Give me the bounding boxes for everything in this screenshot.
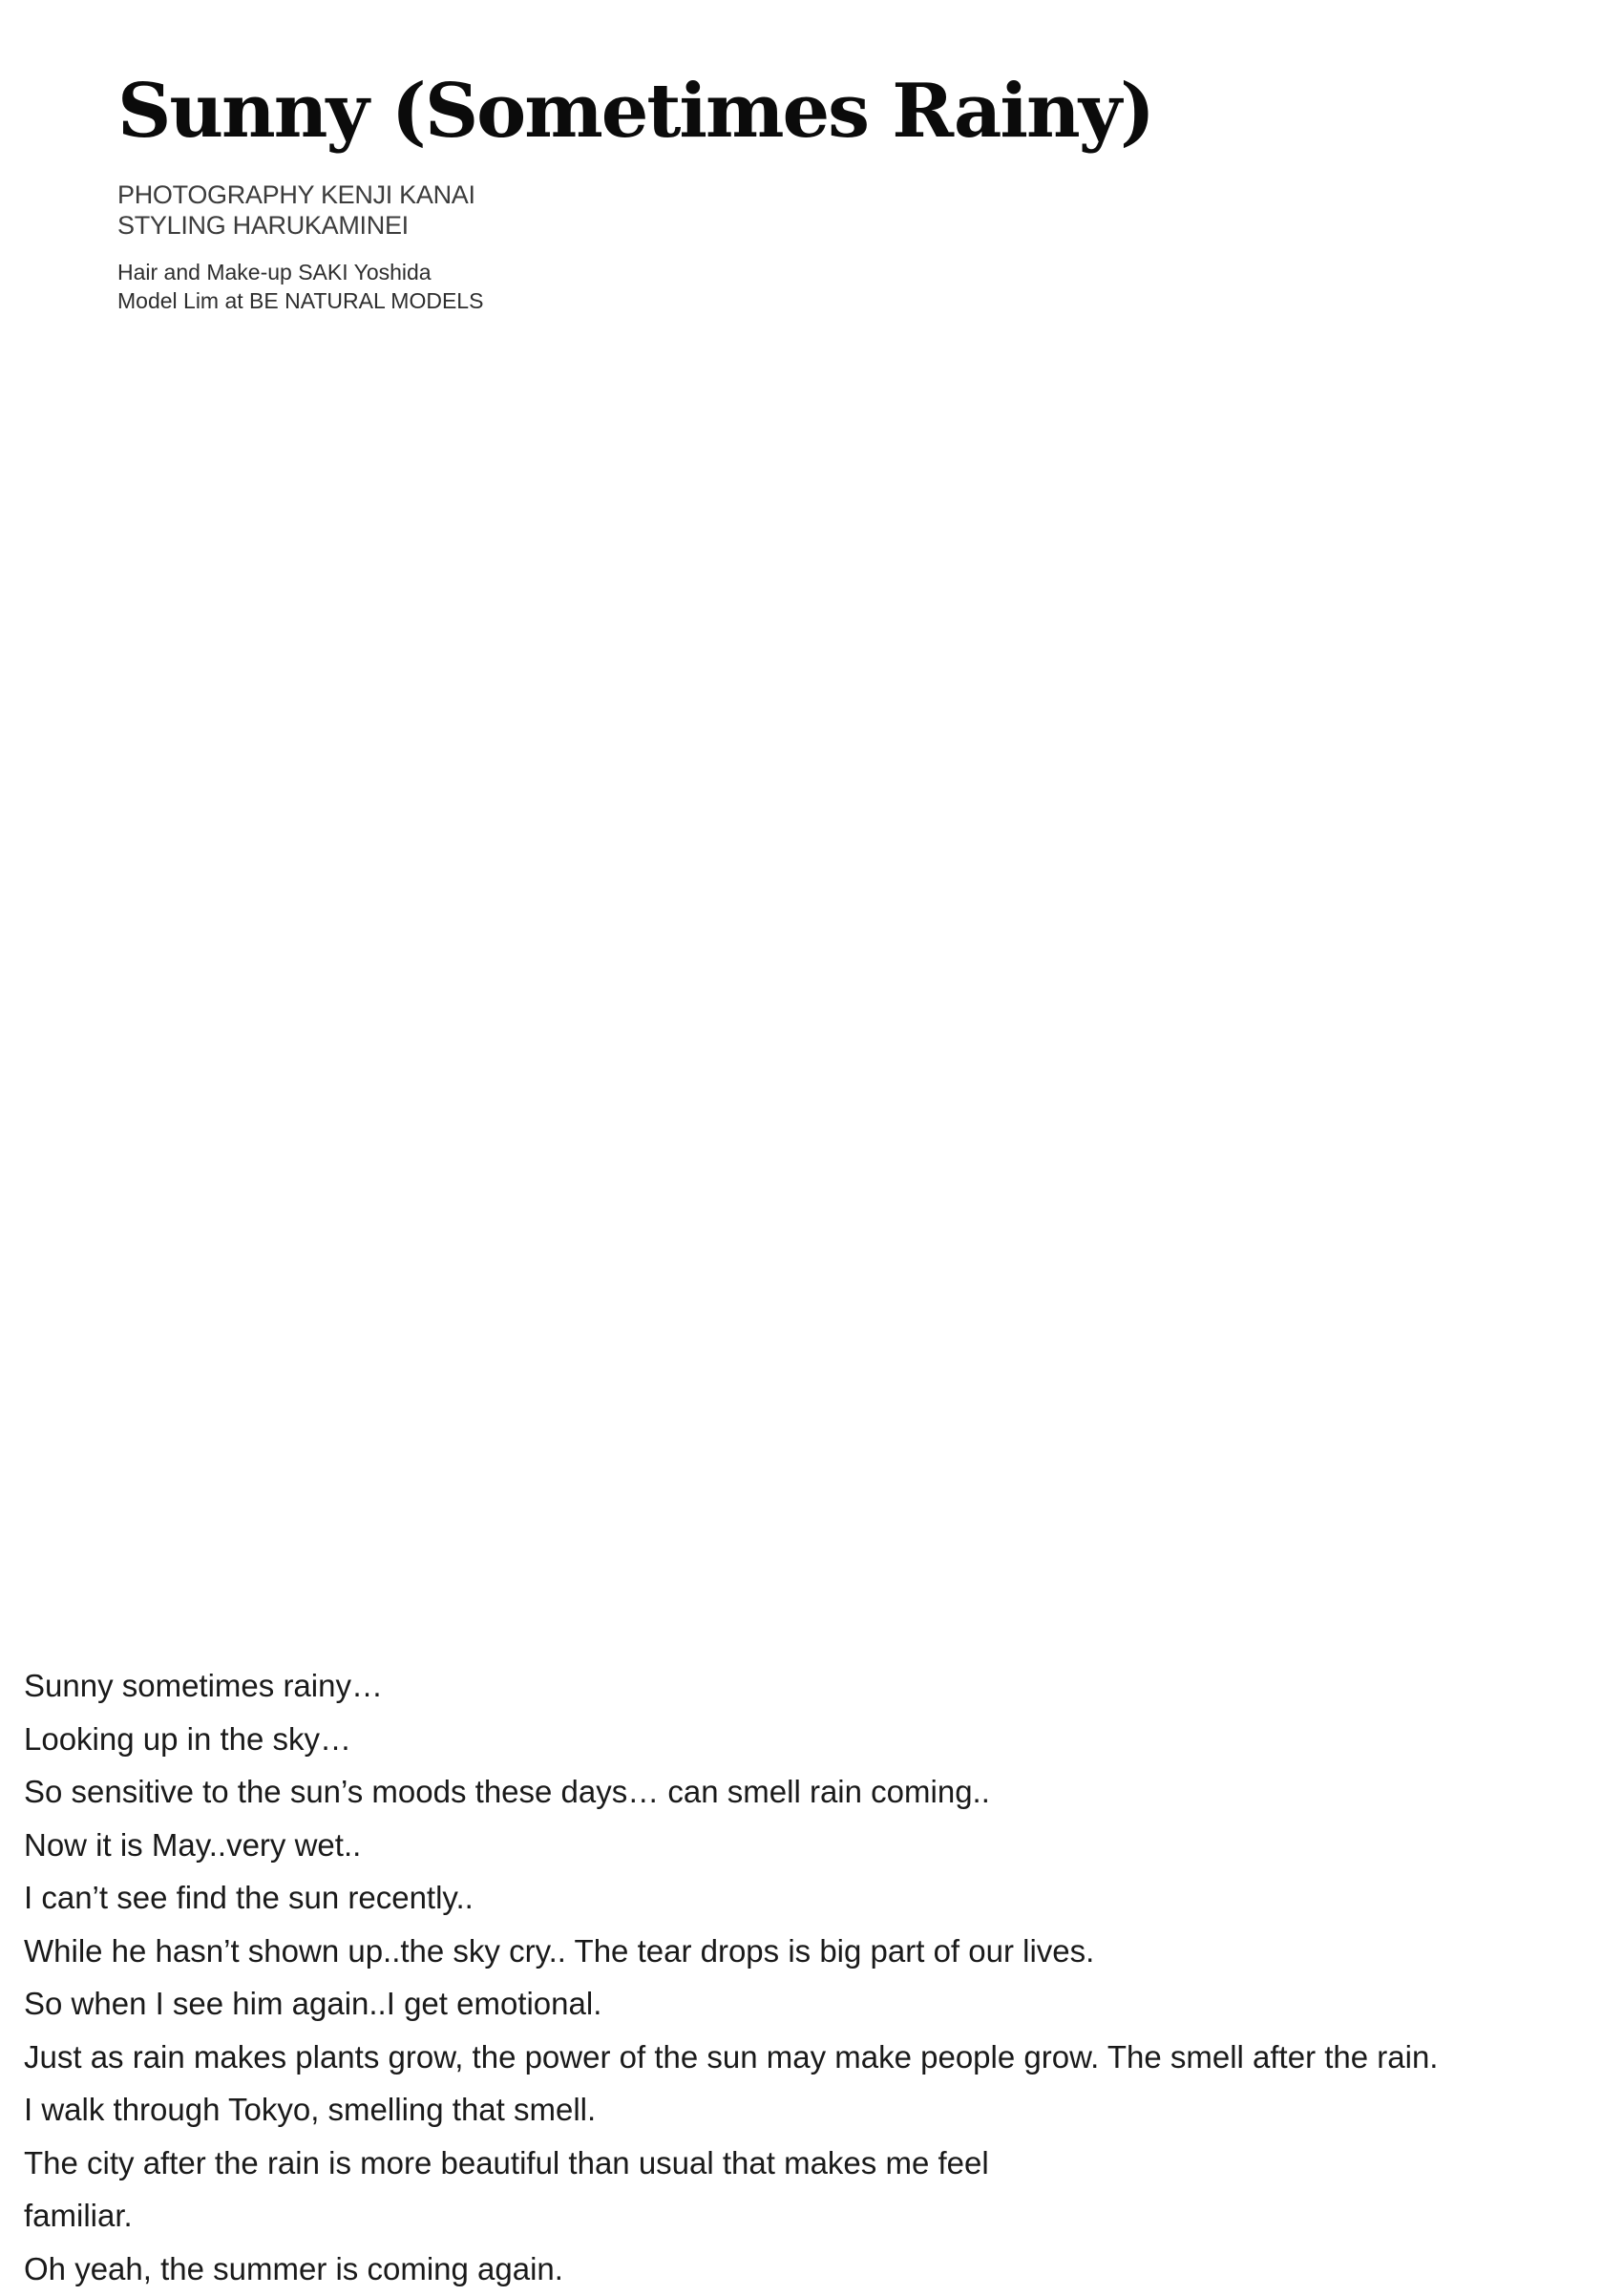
secondary-credits — [117, 258, 1153, 315]
body-line: Oh yeah, the summer is coming again. — [24, 2250, 563, 2286]
body-line: So sensitive to the sun’s moods these days… can smell rain coming.. — [24, 1774, 990, 1809]
body-line: familiar. — [24, 2198, 133, 2233]
article-header — [117, 68, 1153, 315]
body-line: Looking up in the sky… — [24, 1720, 352, 1757]
article-body — [24, 1659, 1599, 2295]
body-line: I can’t see find the sun recently.. — [24, 1880, 474, 1915]
body-line: Now it is May..very wet.. — [24, 1826, 362, 1863]
body-line: While he hasn’t shown up..the sky cry.. The tear drops is big part of our lives. — [24, 1932, 1095, 1969]
model-credit: Model Lim at BE NATURAL MODELS — [117, 288, 484, 313]
primary-credits — [117, 179, 1153, 241]
body-line: Just as rain makes plants grow, the power of the sun may make people grow. The smell after the rain. — [24, 2038, 1439, 2075]
page-title: Sunny (Sometimes Rainy) — [117, 68, 1153, 155]
body-line: So when I see him again..I get emotional. — [24, 1986, 602, 2021]
photography-credit: PHOTOGRAPHY KENJI KANAI — [117, 180, 475, 209]
body-line: I walk through Tokyo, smelling that smell. — [24, 2092, 597, 2127]
body-line: The city after the rain is more beautiful than usual that makes me feel — [24, 2144, 989, 2180]
body-line: Sunny sometimes rainy… — [24, 1668, 383, 1703]
hair-makeup-credit: Hair and Make-up SAKI Yoshida — [117, 260, 432, 284]
styling-credit: STYLING HARUKAMINEI — [117, 211, 409, 240]
